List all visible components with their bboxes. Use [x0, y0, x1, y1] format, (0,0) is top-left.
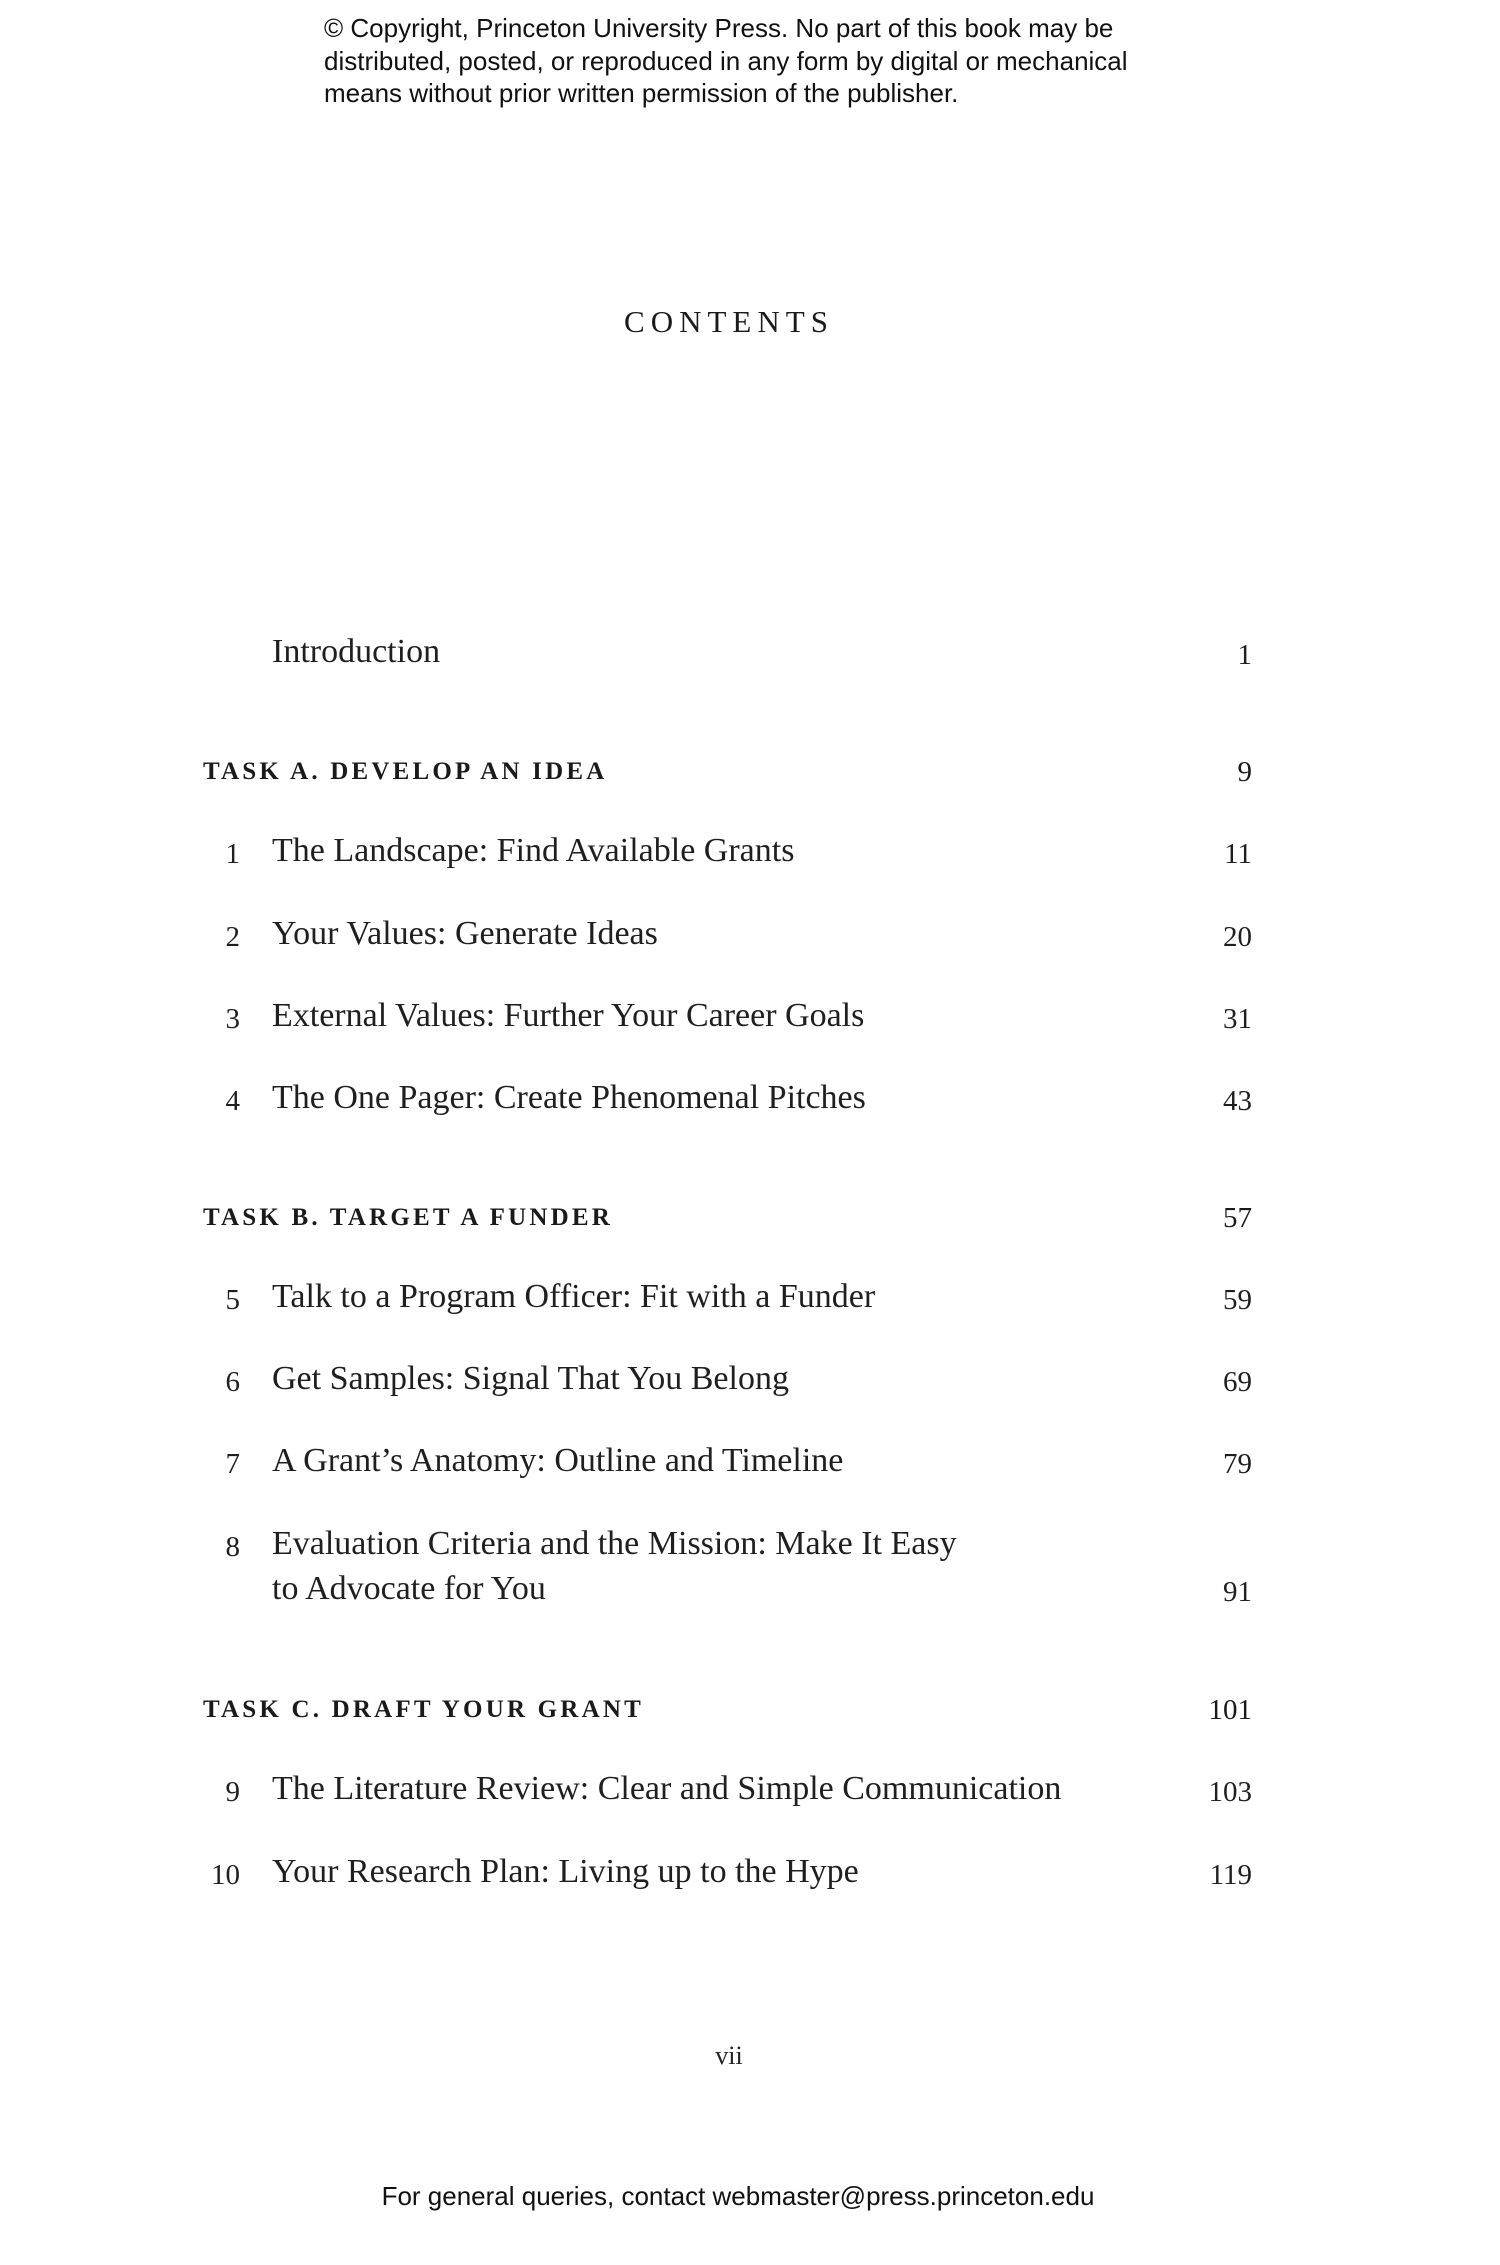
chapter-title: Talk to a Program Officer: Fit with a Funder	[272, 1278, 876, 1315]
chapter-title: Your Values: Generate Ideas	[272, 915, 658, 952]
chapter-page: 43	[1223, 1085, 1252, 1117]
footer-contact: For general queries, contact webmaster@press.princeton.edu	[381, 2181, 1095, 2211]
toc-entry-title: Introduction	[272, 633, 441, 670]
chapter-page: 69	[1223, 1366, 1252, 1398]
page-folio: vii	[715, 2041, 743, 2070]
copyright-line: © Copyright, Princeton University Press. No part of this book may be	[324, 13, 1114, 43]
chapter-page: 79	[1223, 1448, 1252, 1480]
chapter-number: 10	[211, 1859, 240, 1891]
task-page: 9	[1237, 756, 1252, 788]
chapter-number: 2	[225, 921, 240, 953]
toc-entry-chapter-7[interactable]	[190, 1442, 1252, 1486]
toc-task-a[interactable]	[203, 752, 1252, 792]
chapter-number: 6	[225, 1366, 240, 1398]
copyright-notice	[324, 12, 1224, 110]
task-label: TASK B. TARGET A FUNDER	[203, 1204, 614, 1231]
chapter-title: Evaluation Criteria and the Mission: Make It Easy	[272, 1525, 957, 1562]
task-label: TASK C. DRAFT YOUR GRANT	[203, 1696, 644, 1723]
toc-entry-chapter-1[interactable]	[190, 832, 1252, 876]
chapter-title: The One Pager: Create Phenomenal Pitches	[272, 1079, 866, 1116]
chapter-number: 7	[225, 1448, 240, 1480]
chapter-number: 1	[225, 838, 240, 870]
chapter-title: Your Research Plan: Living up to the Hype	[272, 1853, 859, 1890]
chapter-number: 9	[225, 1776, 240, 1808]
chapter-title: The Landscape: Find Available Grants	[272, 832, 795, 869]
toc-task-c[interactable]	[203, 1690, 1252, 1730]
chapter-number: 3	[225, 1003, 240, 1035]
chapter-title: A Grant’s Anatomy: Outline and Timeline	[272, 1442, 844, 1479]
chapter-title: Get Samples: Signal That You Belong	[272, 1360, 789, 1397]
chapter-page: 103	[1208, 1776, 1252, 1808]
toc-entry-chapter-9[interactable]	[190, 1770, 1252, 1814]
toc-entry-chapter-4[interactable]	[190, 1079, 1252, 1123]
task-page: 101	[1208, 1694, 1252, 1726]
toc-entry-chapter-10[interactable]	[190, 1853, 1252, 1897]
chapter-title-line-2: to Advocate for You	[272, 1570, 546, 1607]
task-page: 57	[1223, 1202, 1252, 1234]
chapter-number: 5	[225, 1284, 240, 1316]
chapter-number: 4	[225, 1085, 240, 1117]
toc-entry-chapter-5[interactable]	[190, 1278, 1252, 1322]
page-title: CONTENTS	[624, 304, 834, 339]
toc-entry-page: 1	[1237, 639, 1252, 671]
toc-entry-chapter-3[interactable]	[190, 997, 1252, 1041]
chapter-page: 31	[1223, 1003, 1252, 1035]
task-label: TASK A. DEVELOP AN IDEA	[203, 758, 608, 785]
copyright-line: distributed, posted, or reproduced in any form by digital or mechanical	[324, 45, 1128, 76]
chapter-page: 59	[1223, 1284, 1252, 1316]
chapter-page: 11	[1224, 838, 1252, 870]
chapter-page: 119	[1209, 1859, 1252, 1891]
toc-entry-introduction[interactable]	[190, 633, 1252, 677]
toc-entry-chapter-2[interactable]	[190, 915, 1252, 959]
copyright-line: means without prior written permission of the publisher.	[324, 78, 959, 108]
toc-entry-chapter-8[interactable]	[190, 1525, 1252, 1617]
chapter-page: 20	[1223, 921, 1252, 953]
toc-task-b[interactable]	[203, 1198, 1252, 1238]
chapter-title: The Literature Review: Clear and Simple Communication	[272, 1770, 1062, 1807]
chapter-page: 91	[1223, 1576, 1252, 1608]
toc-entry-chapter-6[interactable]	[190, 1360, 1252, 1404]
chapter-title: External Values: Further Your Career Goals	[272, 997, 865, 1034]
chapter-number: 8	[225, 1531, 240, 1563]
